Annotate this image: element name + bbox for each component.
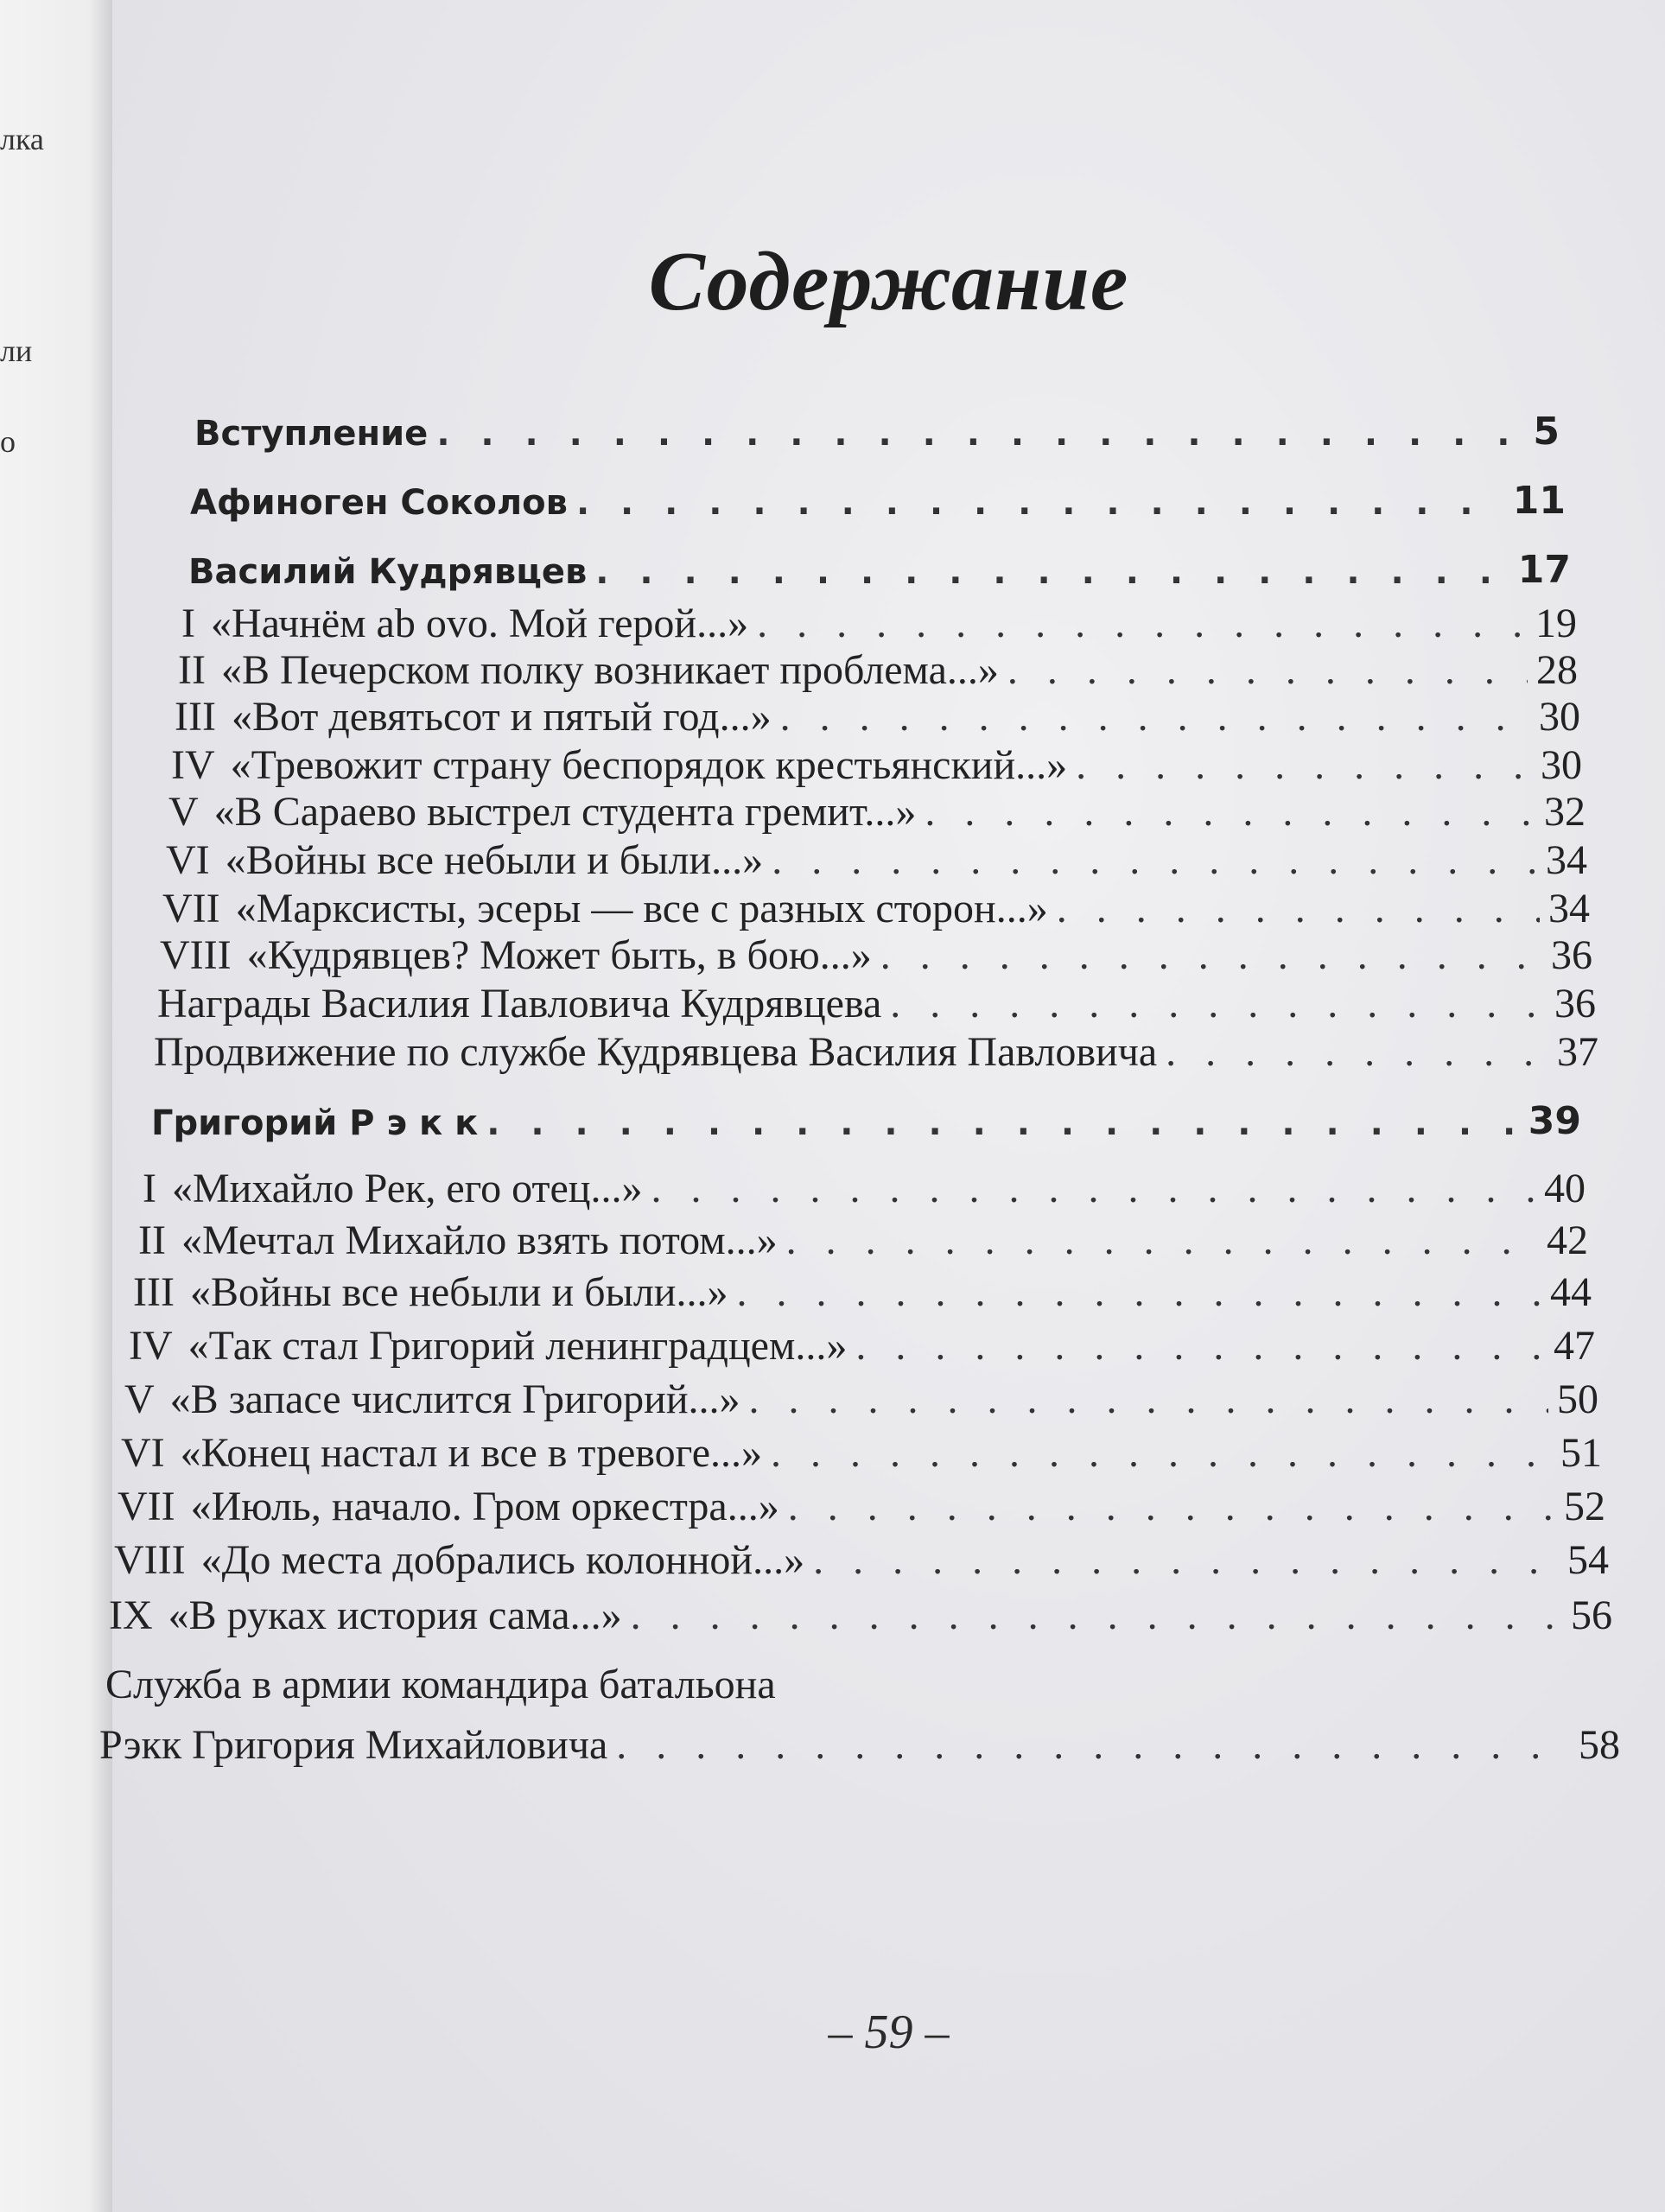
chapter-title: «Марксисты, эсеры — все с разных сторон...» <box>235 886 1048 931</box>
dot-leader <box>780 696 1530 738</box>
toc-entry-title: Афиноген Соколов <box>190 483 568 523</box>
toc-chapter <box>143 1168 1586 1210</box>
toc-page-number: 44 <box>1550 1269 1592 1315</box>
chapter-title: «В Печерском полку возникает проблема...» <box>220 647 999 693</box>
toc-chapter <box>124 1376 1598 1422</box>
page-title: Содержание <box>648 235 1129 328</box>
chapter-title: «Мечтал Михайло взять потом...» <box>181 1217 778 1263</box>
toc-entry-title: Вступление <box>194 414 429 454</box>
chapter-numeral: VI <box>166 837 210 883</box>
chapter-title: «В Сараево выстрел студента гремит...» <box>213 789 917 835</box>
toc-entry-title: Василий Кудрявцев <box>188 552 588 592</box>
dot-leader <box>595 555 1509 589</box>
dot-leader <box>757 603 1527 645</box>
toc-chapter <box>121 1430 1602 1476</box>
page-number: – 59 – <box>828 2005 950 2059</box>
prev-page-fragment: лка <box>0 122 44 156</box>
dot-leader <box>813 1540 1559 1581</box>
toc-chapter <box>178 647 1578 693</box>
chapter-title: «Начнём ab ovo. Мой герой...» <box>210 601 749 646</box>
chapter-numeral: VII <box>162 886 220 931</box>
dot-leader <box>1007 650 1528 691</box>
chapter-title: «Войны все небыли и были...» <box>225 837 764 883</box>
dot-leader <box>486 1106 1520 1141</box>
toc-page-number: 30 <box>1541 742 1582 788</box>
toc-entry-service <box>154 1029 1598 1075</box>
toc-page-number: 56 <box>1571 1592 1612 1638</box>
toc-entry-rekk-service <box>99 1722 1620 1768</box>
dot-leader <box>771 1433 1552 1474</box>
toc-page-number: 28 <box>1536 647 1578 693</box>
toc-chapter <box>133 1269 1592 1315</box>
toc-entry-title: Продвижение по службе Кудрявцева Василия Павловича <box>154 1029 1158 1075</box>
toc-chapter <box>175 696 1580 738</box>
dot-leader <box>576 486 1504 520</box>
chapter-numeral: II <box>138 1217 166 1263</box>
chapter-numeral: V <box>168 789 199 835</box>
previous-page-edge <box>0 0 112 2212</box>
dot-leader <box>436 416 1524 451</box>
toc-chapter <box>168 791 1586 833</box>
chapter-numeral: I <box>181 601 195 646</box>
chapter-numeral: VIII <box>114 1537 186 1583</box>
toc-page-number: 50 <box>1557 1376 1598 1422</box>
prev-page-fragment: ли <box>0 334 33 368</box>
chapter-numeral: IV <box>171 742 215 788</box>
toc-page-number: 54 <box>1567 1537 1609 1583</box>
toc-page-number: 36 <box>1554 981 1596 1027</box>
toc-page-number: 39 <box>1528 1099 1581 1143</box>
table-of-contents <box>99 0 1665 2212</box>
dot-leader <box>855 1325 1545 1367</box>
chapter-numeral: III <box>133 1269 175 1315</box>
toc-chapter <box>114 1537 1609 1583</box>
chapter-numeral: III <box>175 694 216 740</box>
dot-leader <box>1076 745 1532 786</box>
toc-page-number: 32 <box>1544 789 1586 835</box>
toc-chapter <box>171 742 1582 788</box>
toc-page-number: 58 <box>1579 1722 1620 1768</box>
chapter-title: «Тревожит страну беспорядок крестьянский...» <box>230 742 1068 788</box>
toc-page-number: 47 <box>1554 1323 1595 1369</box>
toc-chapter <box>109 1592 1612 1638</box>
toc-entry-title: Награды Василия Павловича Кудрявцева <box>157 981 882 1027</box>
chapter-title: «Вот девятьсот и пятый год...» <box>231 694 772 740</box>
toc-page-number: 42 <box>1547 1217 1588 1263</box>
toc-chapter <box>129 1325 1595 1367</box>
toc-page-number: 40 <box>1544 1166 1586 1211</box>
chapter-numeral: IX <box>109 1592 153 1638</box>
dot-leader <box>772 840 1537 881</box>
toc-entry-awards <box>157 983 1596 1025</box>
toc-chapter <box>138 1217 1588 1263</box>
toc-entry-intro <box>194 410 1560 454</box>
toc-page-number: 52 <box>1564 1484 1605 1529</box>
toc-entry-kudryavtsev <box>188 548 1571 592</box>
toc-page-number: 34 <box>1548 886 1590 931</box>
dot-leader <box>1057 888 1540 930</box>
dot-leader <box>1166 1032 1548 1073</box>
toc-page-number: 5 <box>1533 410 1560 454</box>
dot-leader <box>651 1168 1535 1210</box>
dot-leader <box>631 1595 1562 1637</box>
chapter-title: «В руках история сама...» <box>168 1592 622 1638</box>
chapter-title: «Так стал Григорий ленинградцем...» <box>187 1323 848 1369</box>
chapter-numeral: IV <box>129 1323 173 1369</box>
dot-leader <box>925 791 1535 833</box>
chapter-title: «До места добрались колонной...» <box>200 1537 805 1583</box>
toc-chapter <box>160 932 1592 978</box>
toc-chapter <box>162 888 1590 930</box>
dot-leader <box>880 935 1542 976</box>
chapter-title: «В запасе числится Григорий...» <box>169 1376 740 1422</box>
dot-leader <box>736 1272 1541 1313</box>
toc-entry-sokolov <box>190 479 1566 523</box>
dot-leader <box>786 1220 1538 1262</box>
toc-page-number: 30 <box>1539 694 1580 740</box>
toc-page-number: 17 <box>1517 548 1571 592</box>
chapter-numeral: VIII <box>160 932 232 978</box>
chapter-title: «Конец настал и все в тревоге...» <box>180 1430 762 1476</box>
toc-page-number: 11 <box>1512 479 1566 523</box>
dot-leader <box>788 1486 1555 1528</box>
toc-chapter <box>166 837 1587 883</box>
toc-entry-rekk <box>151 1099 1581 1143</box>
prev-page-fragment: о <box>0 424 16 459</box>
chapter-numeral: VII <box>118 1484 175 1529</box>
chapter-title: «Михайло Рек, его отец...» <box>171 1166 643 1211</box>
toc-entry-rekk-service-line1: Служба в армии командира батальона <box>105 1662 776 1707</box>
toc-page-number: 36 <box>1551 932 1592 978</box>
book-page <box>99 0 1665 2212</box>
chapter-title: «Войны все небыли и были...» <box>189 1269 728 1315</box>
toc-chapter <box>118 1486 1605 1528</box>
dot-leader <box>616 1725 1570 1766</box>
toc-page-number: 37 <box>1557 1029 1598 1075</box>
toc-entry-title: Григорий Р э к к <box>151 1103 479 1143</box>
toc-page-number: 19 <box>1535 601 1577 646</box>
toc-chapter <box>181 603 1577 645</box>
chapter-numeral: V <box>124 1376 155 1422</box>
chapter-numeral: VI <box>121 1430 165 1476</box>
chapter-title: «Кудрявцев? Может быть, в бою...» <box>246 932 872 978</box>
chapter-title: «Июль, начало. Гром оркестра...» <box>190 1484 779 1529</box>
chapter-numeral: II <box>178 647 206 693</box>
toc-page-number: 34 <box>1546 837 1587 883</box>
toc-entry-title: Рэкк Григория Михайловича <box>99 1722 608 1768</box>
chapter-numeral: I <box>143 1166 156 1211</box>
dot-leader <box>890 983 1546 1025</box>
toc-page-number: 51 <box>1560 1430 1602 1476</box>
dot-leader <box>749 1379 1548 1421</box>
